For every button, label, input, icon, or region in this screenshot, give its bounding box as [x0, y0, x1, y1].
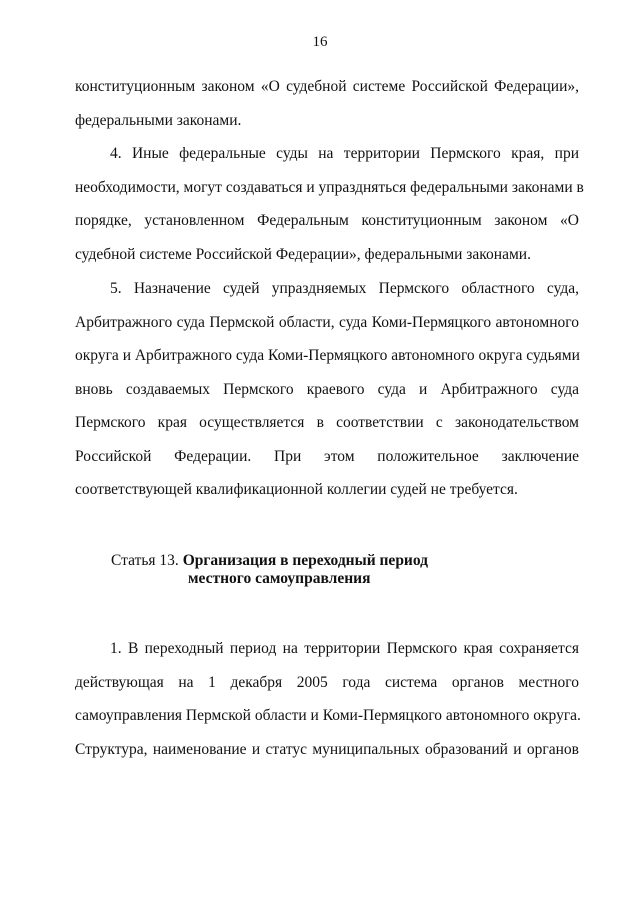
paragraph-13-1	[75, 632, 579, 766]
text-line: 4. Иные федеральные суды на территории Пермского края, при	[110, 145, 579, 162]
paragraph-continuation	[75, 70, 579, 137]
text-line: Российской Федерации. При этом положительное заключение	[75, 447, 579, 465]
text-line: самоуправления Пермской области и Коми-Пермяцкого автономного округа.	[75, 707, 581, 724]
text-line: Пермского края осуществляется в соответствии с законодательством	[75, 414, 579, 431]
text-line: 1. В переходный период на территории Пермского края сохраняется	[110, 640, 579, 657]
text-line: действующая на 1 декабря 2005 года система органов местного	[75, 673, 579, 691]
page-number: 16	[312, 34, 328, 50]
text-line: округа и Арбитражного суда Коми-Пермяцкого автономного округа судьями	[75, 347, 580, 364]
text-line: соответствующей квалификационной коллегии судей не требуется.	[75, 481, 518, 498]
text-line: вновь создаваемых Пермского краевого суда и Арбитражного суда	[75, 380, 579, 398]
paragraph-4	[75, 137, 584, 271]
article-title: Организация в переходный период	[182, 552, 429, 569]
text-line: судебной системе Российской Федерации», федеральными законами.	[75, 245, 531, 263]
paragraph-5	[75, 272, 579, 507]
article-title-continuation: местного самоуправления	[188, 570, 371, 587]
article-label: Статья 13.	[111, 552, 179, 569]
text-line: необходимости, могут создаваться и упраздняться федеральными законами в	[75, 178, 584, 196]
text-line: конституционным законом «О судебной системе Российской Федерации»,	[75, 78, 579, 95]
text-line: 5. Назначение судей упраздняемых Пермского областного суда,	[110, 280, 579, 297]
text-line: порядке, установленном Федеральным конституционным законом «О	[75, 212, 579, 229]
text-line: федеральными законами.	[75, 111, 242, 129]
text-line: Структура, наименование и статус муниципальных образований и органов	[75, 740, 579, 758]
article-heading	[111, 552, 428, 588]
text-line: Арбитражного суда Пермской области, суда Коми-Пермяцкого автономного	[75, 313, 579, 331]
